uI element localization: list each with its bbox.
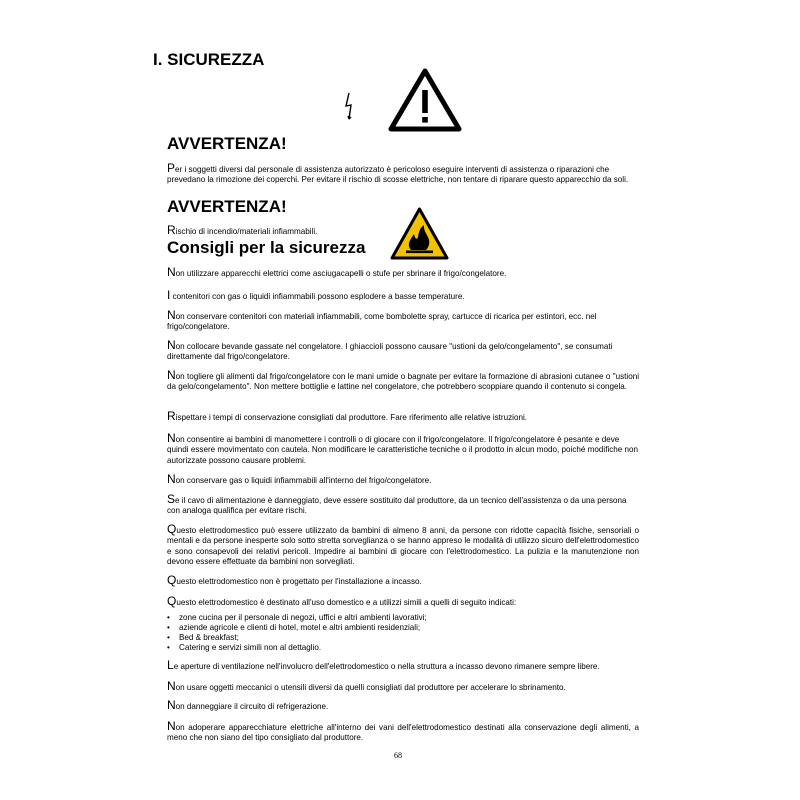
tip-paragraph (167, 524, 639, 568)
drop-initial: P (167, 161, 176, 175)
warning-triangle-icon (388, 68, 462, 132)
paragraph-text: contenitori con gas o liquidi infiammabili possono esplodere a basse temperature. (170, 292, 465, 301)
drop-initial: R (167, 223, 176, 237)
bullet-item: • aziende agricole e clienti di hotel, motel e altri ambienti residenziali; (167, 623, 639, 633)
drop-initial: N (167, 472, 176, 486)
warning-heading-2: AVVERTENZA! (167, 197, 287, 216)
tip-paragraph (167, 660, 639, 672)
paragraph-text: er i soggetti diversi dal personale di assistenza autorizzato è pericoloso eseguire interventi di assistenza o riparazioni che prevedano la rimozione dei coperchi. Per evitare il rischio di scosse elettriche, non tentare di riparare questo apparecchio da soli. (167, 165, 629, 185)
warning-heading-1: AVVERTENZA! (167, 134, 287, 153)
paragraph-text: ispettare i tempi di conservazione consigliati dal produttore. Fare riferimento alle relative istruzioni. (175, 413, 528, 422)
paragraph-text: ischio di incendio/materiali infiammabili. (175, 227, 318, 236)
tip-paragraph (167, 596, 639, 608)
paragraph-text: e aperture di ventilazione nell'involucro dell'elettrodomestico o nella struttura a incasso devono rimanere sempre libere. (173, 662, 600, 671)
tip-paragraph (167, 575, 639, 587)
tip-paragraph (167, 290, 639, 302)
drop-initial: S (167, 492, 176, 506)
drop-initial: N (167, 719, 176, 733)
tip-paragraph (167, 494, 639, 517)
paragraph-text: uesto elettrodomestico non è progettato per l'installazione a incasso. (176, 577, 422, 586)
tip-paragraph (167, 721, 639, 744)
drop-initial: N (167, 308, 176, 322)
drop-initial: N (167, 265, 176, 279)
paragraph-text: on utilizzare apparecchi elettrici come asciugacapelli o stufe per sbrinare il frigo/congelatore. (175, 269, 507, 278)
paragraph-text: on togliere gli alimenti dal frigo/congelatore con le mani umide o bagnate per evitare la formazione di abrasioni cutanee o "ustioni da gelo/congelamento". Non mettere bottiglie e lattine nel congelatore, che potrebbero scoppiare quando il contenuto si congela. (167, 372, 639, 392)
bullet-item: • Catering e servizi simili non al dettaglio. (167, 643, 639, 653)
drop-initial: N (167, 698, 176, 712)
safety-tips-heading: Consigli per la sicurezza (167, 238, 366, 257)
flammable-hazard-icon (389, 206, 450, 261)
tip-paragraph (167, 474, 639, 486)
tip-paragraph (167, 681, 639, 693)
drop-initial: I (167, 288, 171, 302)
bullet-item: • zone cucina per il personale di negozi, uffici e altri ambienti lavorativi; (167, 613, 639, 623)
paragraph-text: on conservare contenitori con materiali infiammabili, come bombolette spray, cartucce di ricarica per estintori, ecc. nel frigo/congelatore. (167, 312, 597, 332)
tip-paragraph (167, 370, 639, 393)
electric-bolt-icon (344, 92, 358, 122)
tip-paragraph (167, 411, 639, 423)
drop-initial: N (167, 431, 176, 445)
drop-initial: R (167, 409, 176, 423)
paragraph-text: on conservare gas o liquidi infiammabili all'interno del frigo/congelatore. (175, 476, 432, 485)
drop-initial: N (167, 679, 176, 693)
paragraph-text: on usare oggetti meccanici o utensili diversi da quelli consigliati dal produttore per accelerare lo sbrinamento. (175, 683, 566, 692)
paragraph-text: on collocare bevande gassate nel congelatore. I ghiaccioli possono causare "ustioni da gelo/congelamento", se consumati direttamente dal frigo/congelatore. (167, 342, 613, 362)
paragraph-text: uesto elettrodomestico è destinato all'uso domestico e a utilizzi simili a quelli di seguito indicati: (176, 598, 517, 607)
paragraph-text: uesto elettrodomestico può essere utilizzato da bambini di almeno 8 anni, da persone con ridotte capacità fisiche, sensoriali o mentali e da persone inesperte solo sotto stretta sorveglianza o se hanno appreso le modalità di utilizzo sicuro dell'elettrodomestico e sono consapevoli dei relativi pericoli. Impedire ai bambini di giocare con l'elettrodomestico. La pulizia e la manutenzione non devono essere effettuate da bambini non sorvegliati. (167, 526, 639, 567)
tip-paragraph (167, 267, 639, 279)
usage-bullet-list (167, 613, 639, 653)
section-title: I. SICUREZZA (153, 50, 265, 69)
drop-initial: Q (167, 522, 177, 536)
tip-paragraph (167, 700, 639, 712)
paragraph-text: on danneggiare il circuito di refrigerazione. (175, 702, 329, 711)
bullet-item: • Bed & breakfast; (167, 633, 639, 643)
drop-initial: N (167, 368, 176, 382)
paragraph-text: on consentire ai bambini di manomettere i controlli o di giocare con il frigo/congelatore. Il frigo/congelatore è pesante e deve quindi essere movimentato con cautela. Non modificare le caratteristiche tecniche o il prodotto in alcun modo, poiché modifiche non autorizzate possono causare problemi. (167, 435, 639, 465)
paragraph-text: on adoperare apparecchiature elettriche all'interno dei vani dell'elettrodomestico destinati alla conservazione degli alimenti, a meno che non siano del tipo consigliato dal produttore. (167, 723, 639, 743)
drop-initial: L (167, 658, 174, 672)
drop-initial: Q (167, 573, 177, 587)
drop-initial: Q (167, 594, 177, 608)
tip-paragraph (167, 340, 639, 363)
paragraph-text: e il cavo di alimentazione è danneggiato, deve essere sostituito dal produttore, da un tecnico dell'assistenza o da una persona con analoga qualifica per evitare rischi. (167, 496, 627, 516)
tip-paragraph (167, 433, 639, 466)
tip-paragraph (167, 310, 639, 333)
drop-initial: N (167, 338, 176, 352)
warning-paragraph-1 (167, 163, 639, 186)
page-number: 68 (394, 751, 402, 760)
